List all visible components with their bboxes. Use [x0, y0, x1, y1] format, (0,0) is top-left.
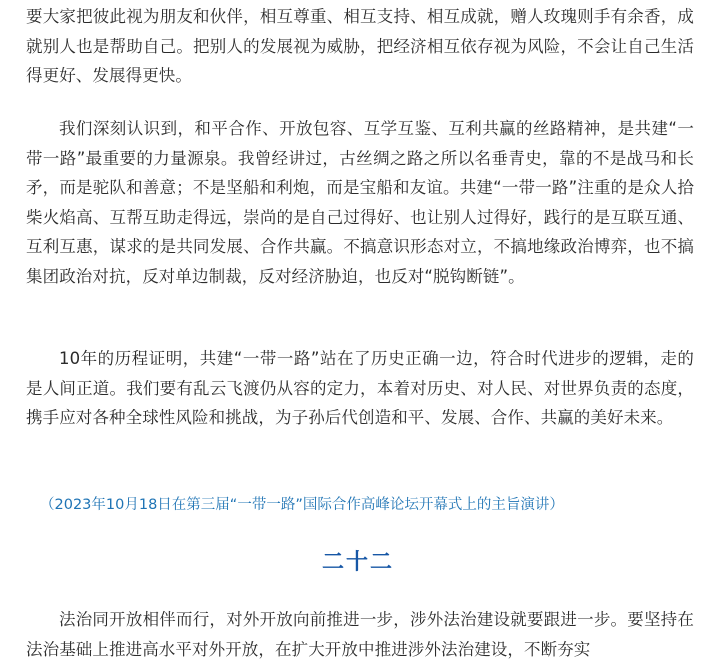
paragraph: 法治同开放相伴而行，对外开放向前推进一步，涉外法治建设就要跟进一步。要坚持在法治基础上推进高水平对外开放，在扩大开放中推进涉外法治建设，不断夯实 [26, 610, 694, 659]
paragraph: 要大家把彼此视为朋友和伙伴，相互尊重、相互支持、相互成就，赠人玫瑰则手有余香，成就别人也是帮助自己。把别人的发展视为威胁，把经济相互依存视为风险，不会让自己生活得更好、发展得更快。 [26, 7, 694, 85]
section-heading: 二十二 [321, 550, 394, 575]
paragraph: 我们深刻认识到，和平合作、开放包容、互学互鉴、互利共赢的丝路精神，是共建“一带一路”最重要的力量源泉。我曾经讲过，古丝绸之路之所以名垂青史，靠的不是战马和长矛，而是驼队和善意；不是坚船和利炮，而是宝船和友谊。共建“一带一路”注重的是众人拾柴火焰高、互帮互助走得远，崇尚的是自己过得好、也让别人过得好，践行的是互联互通、互利互惠，谋求的是共同发展、合作共赢。不搞意识形态对立，不搞地缘政治博弈，也不搞集团政治对抗，反对单边制裁，反对经济胁迫，也反对“脱钩断链”。 [26, 119, 694, 286]
speech-source-citation: （2023年10月18日在第三届“一带一路”国际合作高峰论坛开幕式上的主旨演讲） [40, 497, 564, 513]
paragraph: 10年的历程证明，共建“一带一路”站在了历史正确一边，符合时代进步的逻辑，走的是人间正道。我们要有乱云飞渡仍从容的定力，本着对历史、对人民、对世界负责的态度，携手应对各种全球性风险和挑战，为子孙后代创造和平、发展、合作、共赢的美好未来。 [26, 349, 694, 427]
